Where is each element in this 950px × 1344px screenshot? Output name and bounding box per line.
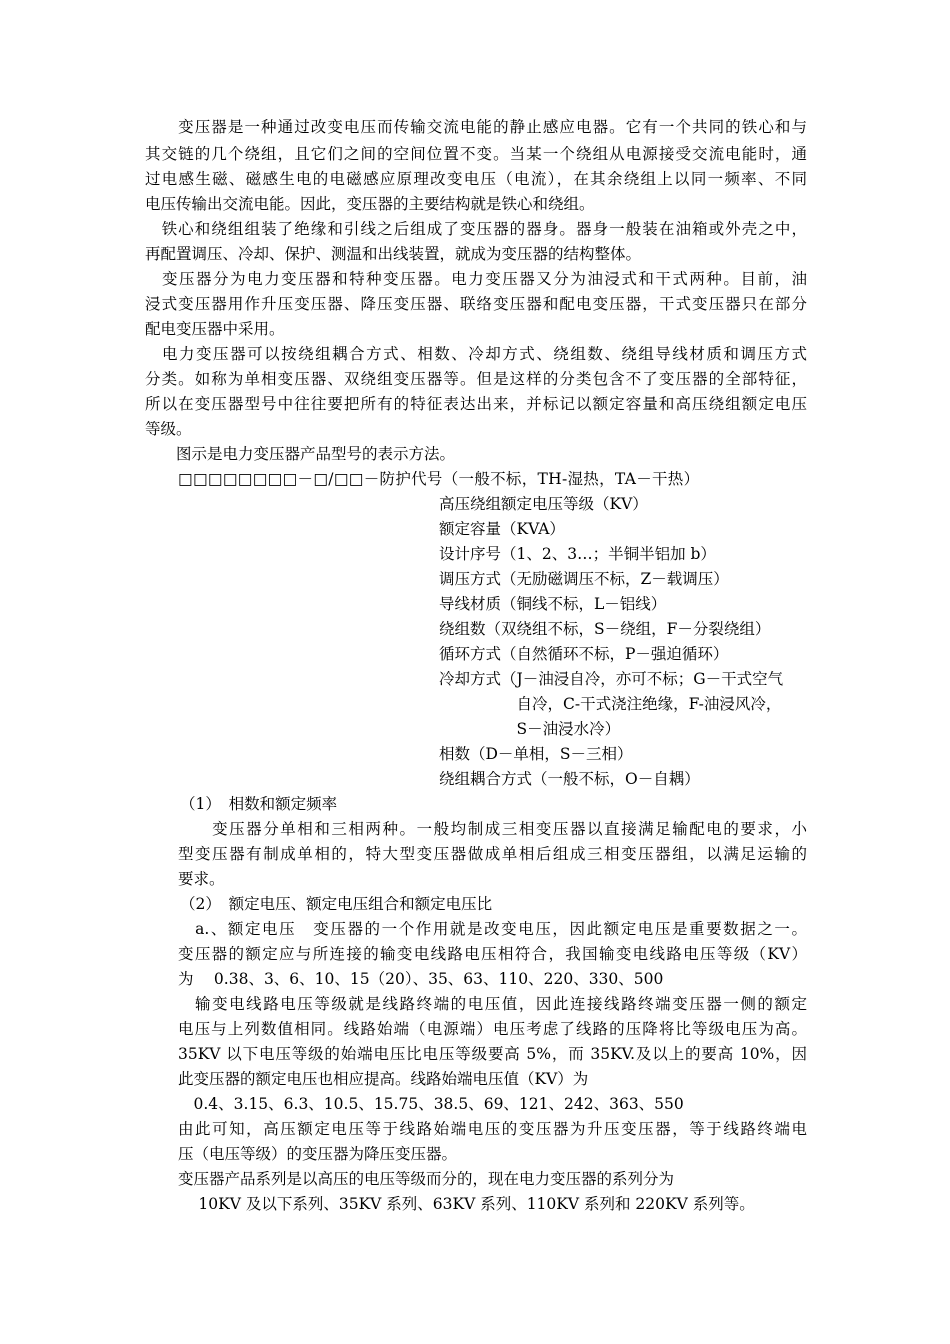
section-line: 压（电压等级）的变压器为降压变压器。	[178, 1145, 458, 1163]
model-code-item: 绕组数（双绕组不标，S－绕组，F－分裂绕组）	[439, 620, 771, 638]
paragraph-line: 等级。	[145, 420, 192, 438]
model-code-item: 冷却方式（J－油浸自冷，亦可不标；G－干式空气	[439, 670, 784, 688]
section-line: 为 0.38、3、6、10、15（20）、35、63、110、220、330、500	[178, 970, 664, 988]
model-code-item: 相数（D－单相，S－三相）	[439, 745, 633, 763]
section-heading: （2） 额定电压、额定电压组合和额定电压比	[180, 895, 493, 913]
paragraph-line: 电力变压器可以按绕组耦合方式、相数、冷却方式、绕组数、绕组导线材质和调压方式	[145, 345, 807, 363]
section-line: 变压器的额定应与所连接的输变电线路电压相符合，我国输变电线路电压等级（KV）	[178, 945, 807, 963]
section-line: 由此可知，高压额定电压等于线路始端电压的变压器为升压变压器，等于线路终端电	[178, 1120, 807, 1138]
paragraph-line: 变压器是一种通过改变电压而传输交流电能的静止感应电器。它有一个共同的铁心和与	[145, 118, 807, 136]
model-code-item: 自冷，C-干式浇注绝缘，F-油浸风冷，	[439, 695, 782, 713]
paragraph-line: 所以在变压器型号中往往要把所有的特征表达出来，并标记以额定容量和高压绕组额定电压	[145, 395, 807, 413]
section-heading: （1） 相数和额定频率	[180, 795, 338, 813]
section-line: 35KV 以下电压等级的始端电压比电压等级要高 5%，而 35KV.及以上的要高 10%，因	[178, 1045, 807, 1063]
paragraph-line: 电压传输出交流电能。因此，变压器的主要结构就是铁心和绕组。	[145, 195, 595, 213]
paragraph-line: 其交链的几个绕组，且它们之间的空间位置不变。当某一个绕组从电源接受交流电能时，通	[145, 145, 807, 163]
section-line: 要求。	[178, 870, 225, 888]
paragraph-line: 配电变压器中采用。	[145, 320, 285, 338]
paragraph-line: 过电感生磁、磁感生电的电磁感应原理改变电压（电流），在其余绕组上以同一频率、不同	[145, 170, 807, 188]
model-code-item: 设计序号（1、2、3…；半铜半铝加 b）	[439, 545, 716, 563]
model-code-item: 绕组耦合方式（一般不标，O－自耦）	[439, 770, 700, 788]
paragraph-line: 铁心和绕组组装了绝缘和引线之后组成了变压器的器身。器身一般装在油箱或外壳之中，	[145, 220, 807, 238]
model-code-item: S－油浸水冷）	[439, 720, 621, 738]
section-line: 10KV 及以下系列、35KV 系列、63KV 系列、110KV 系列和 220KV 系列等。	[178, 1195, 755, 1213]
paragraph-line: 变压器分为电力变压器和特种变压器。电力变压器又分为油浸式和干式两种。目前，油	[145, 270, 807, 288]
section-line: a.、额定电压 变压器的一个作用就是改变电压，因此额定电压是重要数据之一。	[178, 920, 807, 938]
paragraph-line: 再配置调压、冷却、保护、测温和出线装置，就成为变压器的结构整体。	[145, 245, 642, 263]
paragraph-line: 浸式变压器用作升压变压器、降压变压器、联络变压器和配电变压器，干式变压器只在部分	[145, 295, 807, 313]
section-line: 输变电线路电压等级就是线路终端的电压值，因此连接线路终端变压器一侧的额定	[178, 995, 807, 1013]
model-code-item: 额定容量（KVA）	[439, 520, 565, 538]
section-line: 型变压器有制成单相的，特大型变压器做成单相后组成三相变压器组，以满足运输的	[178, 845, 807, 863]
paragraph-line: 分类。如称为单相变压器、双绕组变压器等。但是这样的分类包含不了变压器的全部特征，	[145, 370, 807, 388]
model-code-item: 调压方式（无励磁调压不标，Z－载调压）	[439, 570, 729, 588]
section-line: 变压器产品系列是以高压的电压等级而分的，现在电力变压器的系列分为	[178, 1170, 675, 1188]
section-line: 电压与上列数值相同。线路始端（电源端）电压考虑了线路的压降将比等级电压为高。	[178, 1020, 807, 1038]
model-code-item: 导线材质（铜线不标，L－铝线）	[439, 595, 667, 613]
section-line: 此变压器的额定电压也相应提高。线路始端电压值（KV）为	[178, 1070, 589, 1088]
paragraph-line: 图示是电力变压器产品型号的表示方法。	[145, 445, 456, 463]
section-line: 变压器分单相和三相两种。一般均制成三相变压器以直接满足输配电的要求，小	[178, 820, 807, 838]
model-code-item: 高压绕组额定电压等级（KV）	[439, 495, 648, 513]
model-code-boxes: □□□□□□□□－□/□□－防护代号（一般不标，TH-湿热，TA－干热）	[178, 470, 700, 488]
section-line: 0.4、3.15、6.3、10.5、15.75、38.5、69、121、242、363、550	[178, 1095, 684, 1113]
model-code-item: 循环方式（自然循环不标，P－强迫循环）	[439, 645, 729, 663]
